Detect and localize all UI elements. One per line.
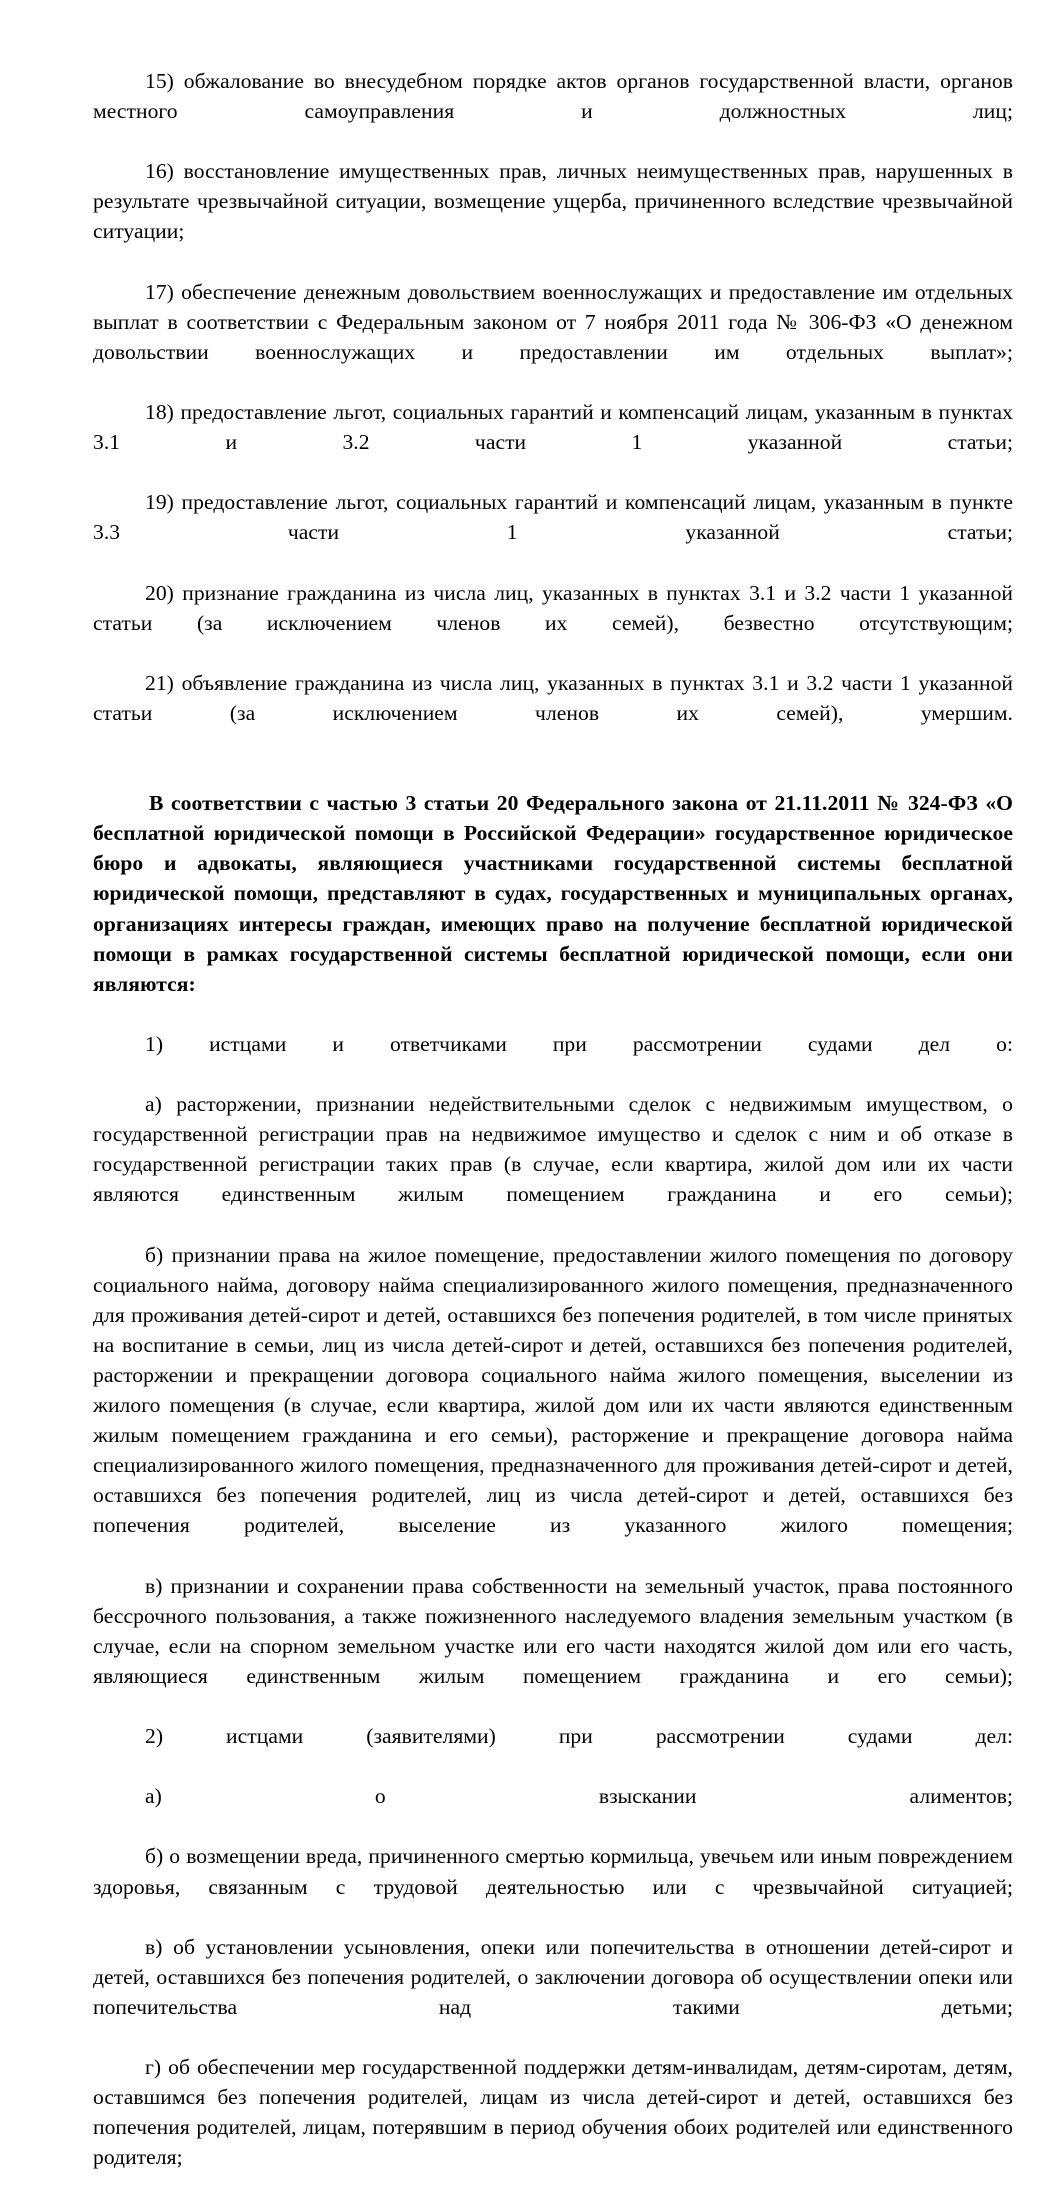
list-item-paragraph-2a: а) о взыскании алиментов;	[145, 1784, 1013, 1809]
list-item-paragraph-2: 2) истцами (заявителями) при рассмотрении судами дел:	[145, 1724, 1013, 1749]
list-item-paragraph-2b: б) о возмещении вреда, причиненного смертью кормильца, увечьем или иным повреждением здоровья, связанным с трудовой деятельностью или с чрезвычайной ситуацией;	[93, 1844, 1013, 1899]
list-item-paragraph-17: 17) обеспечение денежным довольствием военнослужащих и предоставление им отдельных выплат в соответствии с Федеральным законом от 7 ноября 2011 года № 306-ФЗ «О денежном довольствии военнослужащих и предоставлении им отдельных выплат»;	[93, 279, 1013, 364]
list-item-paragraph-1a: а) расторжении, признании недействительными сделок с недвижимым имуществом, о государственной регистрации прав на недвижимое имущество и сделок с ним и об отказе в государственной регистрации таких прав (в случае, если квартира, жилой дом или их части являются единственным жилым помещением гражданина и его семьи);	[93, 1092, 1013, 1207]
list-item-paragraph-2v: в) об установлении усыновления, опеки или попечительства в отношении детей-сирот и детей, оставшихся без попечения родителей, о заключении договора об осуществлении опеки или попечительства над такими детьми;	[93, 1934, 1013, 2019]
list-item-paragraph-21: 21) объявление гражданина из числа лиц, указанных в пунктах 3.1 и 3.2 части 1 указанной статьи (за исключением членов их семей), умершим.	[93, 670, 1013, 725]
list-item-paragraph-16: 16) восстановление имущественных прав, личных неимущественных прав, нарушенных в результате чрезвычайной ситуации, возмещение ущерба, причиненного вследствие чрезвычайной ситуации;	[93, 159, 1013, 244]
list-item-paragraph-18: 18) предоставление льгот, социальных гарантий и компенсаций лицам, указанным в пунктах 3.1 и 3.2 части 1 указанной статьи;	[93, 400, 1013, 455]
list-item-paragraph-1b: б) признании права на жилое помещение, предоставлении жилого помещения по договору социального найма, договору найма специализированного жилого помещения, предназначенного для проживания детей-сирот и детей, оставшихся без попечения родителей, в том числе принятых на воспитание в семьи, лиц из числа детей-сирот и детей, оставшихся без попечения родителей, расторжении и прекращении договора социального найма жилого помещения, выселении из жилого помещения (в случае, если квартира, жилой дом или их части являются единственным жилым помещением гражданина и его семьи), расторжение и прекращение договора найма специализированного жилого помещения, предназначенного для проживания детей-сирот и детей, оставшихся без попечения родителей, лиц из числа детей-сирот и детей, оставшихся без попечения родителей, выселение из указанного жилого помещения;	[93, 1242, 1013, 1538]
list-item-paragraph-20: 20) признание гражданина из числа лиц, указанных в пунктах 3.1 и 3.2 части 1 указанной статьи (за исключением членов их семей), безвестно отсутствующим;	[93, 580, 1013, 635]
list-item-paragraph-19: 19) предоставление льгот, социальных гарантий и компенсаций лицам, указанным в пункте 3.3 части 1 указанной статьи;	[93, 490, 1013, 545]
list-item-paragraph-15: 15) обжалование во внесудебном порядке актов органов государственной власти, органов местного самоуправления и должностных лиц;	[93, 69, 1013, 124]
lead-bold-paragraph: В соответствии с частью 3 статьи 20 Федерального закона от 21.11.2011 № 324-ФЗ «О бесплатной юридической помощи в Российской Федерации» государственное юридическое бюро и адвокаты, являющиеся участниками государственной системы бесплатной юридической помощи, представляют в судах, государственных и муниципальных органах, организациях интересы граждан, имеющих право на получение бесплатной юридической помощи в рамках государственной системы бесплатной юридической помощи, если они являются:	[93, 791, 1013, 996]
list-item-paragraph-1: 1) истцами и ответчиками при рассмотрении судами дел о:	[145, 1031, 1013, 1056]
list-item-paragraph-1v: в) признании и сохранении права собственности на земельный участок, права постоянного бессрочного пользования, а также пожизненного наследуемого владения земельным участком (в случае, если на спорном земельном участке или его части находятся жилой дом или его часть, являющиеся единственным жилым помещением гражданина и его семьи);	[93, 1573, 1013, 1688]
list-item-paragraph-2g: г) об обеспечении мер государственной поддержки детям-инвалидам, детям-сиротам, детям, оставшимся без попечения родителей, лицам из числа детей-сирот и детей, оставшихся без попечения родителей, лицам, потерявшим в период обучения обоих родителей или единственного родителя;	[93, 2055, 1013, 2170]
document-text-body	[93, 66, 1013, 2203]
